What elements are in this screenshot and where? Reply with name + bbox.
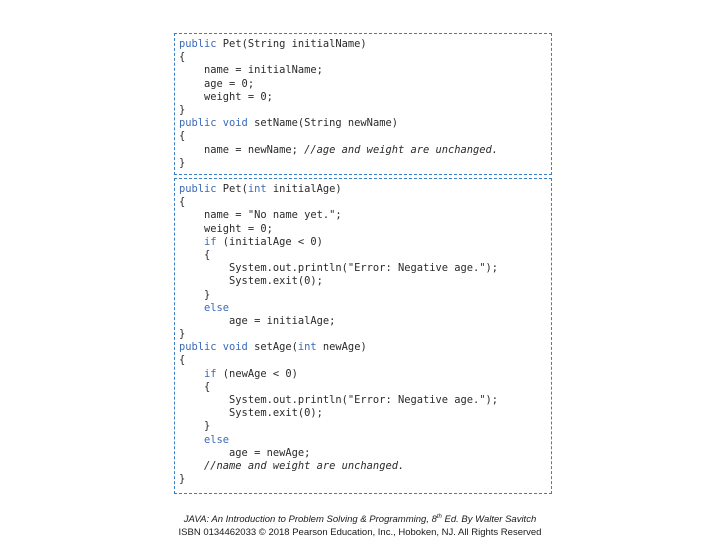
code-panel-pet-name bbox=[174, 33, 552, 175]
code-line bbox=[179, 64, 551, 77]
code-line bbox=[179, 51, 551, 64]
code-text: name = newName; bbox=[179, 143, 305, 156]
code-line bbox=[179, 183, 551, 196]
code-text: weight = 0; bbox=[179, 90, 273, 103]
code-text: System.out.println("Error: Negative age."); bbox=[179, 394, 499, 406]
code-text: setAge( bbox=[247, 341, 298, 354]
caption-book-title bbox=[0, 514, 720, 525]
code-line bbox=[179, 157, 551, 170]
code-line bbox=[179, 434, 551, 447]
code-line bbox=[179, 91, 551, 104]
code-line bbox=[179, 420, 551, 433]
code-line bbox=[179, 38, 551, 51]
code-text bbox=[179, 434, 204, 446]
code-text: name = initialName; bbox=[179, 64, 323, 77]
code-line bbox=[179, 328, 551, 341]
code-line bbox=[179, 144, 551, 157]
code-keyword: public void bbox=[179, 117, 248, 130]
code-line bbox=[179, 130, 551, 143]
code-line bbox=[179, 315, 551, 328]
code-text: } bbox=[179, 103, 186, 116]
code-keyword: if bbox=[204, 235, 217, 248]
code-panel-pet-age bbox=[174, 178, 552, 494]
code-keyword: else bbox=[204, 433, 230, 446]
code-text: setName(String newName) bbox=[247, 117, 398, 130]
caption-title-text: JAVA: An Introduction to Problem Solving & Programming, 8 bbox=[183, 514, 437, 526]
code-text: System.exit(0); bbox=[179, 407, 323, 420]
code-text: System.exit(0); bbox=[179, 275, 323, 288]
code-line bbox=[179, 407, 551, 420]
code-text: } bbox=[179, 420, 211, 433]
code-text: { bbox=[179, 196, 186, 209]
code-keyword: if bbox=[204, 367, 217, 380]
code-line bbox=[179, 354, 551, 367]
code-text: weight = 0; bbox=[179, 222, 273, 235]
code-text: age = newAge; bbox=[179, 446, 311, 459]
code-line bbox=[179, 460, 551, 473]
code-keyword: int bbox=[297, 341, 317, 354]
code-line bbox=[179, 78, 551, 91]
code-line bbox=[179, 447, 551, 460]
code-text: Pet(String initialName) bbox=[216, 38, 367, 50]
code-text: age = 0; bbox=[179, 77, 255, 90]
code-line bbox=[179, 381, 551, 394]
code-comment: //name and weight are unchanged. bbox=[204, 459, 405, 472]
code-line bbox=[179, 394, 551, 407]
code-line bbox=[179, 289, 551, 302]
code-line bbox=[179, 249, 551, 262]
code-text: System.out.println("Error: Negative age."); bbox=[179, 262, 499, 275]
code-line bbox=[179, 196, 551, 209]
code-line bbox=[179, 368, 551, 381]
code-text: { bbox=[179, 248, 211, 261]
code-text bbox=[179, 236, 204, 248]
code-text: } bbox=[179, 156, 186, 169]
code-text: } bbox=[179, 473, 186, 486]
code-block bbox=[179, 183, 551, 486]
code-line bbox=[179, 209, 551, 222]
code-comment: //age and weight are unchanged. bbox=[304, 143, 499, 156]
code-text bbox=[179, 460, 204, 472]
code-line bbox=[179, 223, 551, 236]
code-text: age = initialAge; bbox=[179, 314, 336, 327]
code-text: (initialAge < 0) bbox=[216, 235, 323, 248]
code-line bbox=[179, 117, 551, 130]
code-keyword: int bbox=[247, 183, 267, 195]
code-text bbox=[179, 302, 204, 314]
caption-edition-suffix: th bbox=[436, 514, 442, 520]
caption-author-text: Ed. By Walter Savitch bbox=[441, 514, 537, 526]
code-line bbox=[179, 262, 551, 275]
code-text: { bbox=[179, 380, 211, 393]
code-block bbox=[179, 38, 551, 170]
code-text: (newAge < 0) bbox=[216, 367, 298, 380]
code-text bbox=[179, 368, 204, 380]
code-text: { bbox=[179, 354, 186, 367]
code-keyword: else bbox=[204, 301, 230, 314]
code-line bbox=[179, 104, 551, 117]
code-keyword: public void bbox=[179, 341, 248, 354]
caption-copyright: ISBN 0134462033 © 2018 Pearson Education, Inc., Hoboken, NJ. All Rights Reserved bbox=[178, 527, 542, 538]
code-text: { bbox=[179, 51, 186, 64]
code-text: initialAge) bbox=[266, 183, 342, 195]
code-text: } bbox=[179, 328, 186, 341]
code-line bbox=[179, 302, 551, 315]
code-text: { bbox=[179, 130, 186, 143]
code-line bbox=[179, 341, 551, 354]
code-text: Pet( bbox=[216, 183, 248, 195]
code-line bbox=[179, 275, 551, 288]
code-text: newAge) bbox=[316, 341, 367, 354]
code-keyword: public bbox=[179, 38, 217, 50]
code-line bbox=[179, 236, 551, 249]
code-line bbox=[179, 473, 551, 486]
code-text: name = "No name yet."; bbox=[179, 209, 342, 222]
code-text: } bbox=[179, 288, 211, 301]
code-keyword: public bbox=[179, 183, 217, 195]
